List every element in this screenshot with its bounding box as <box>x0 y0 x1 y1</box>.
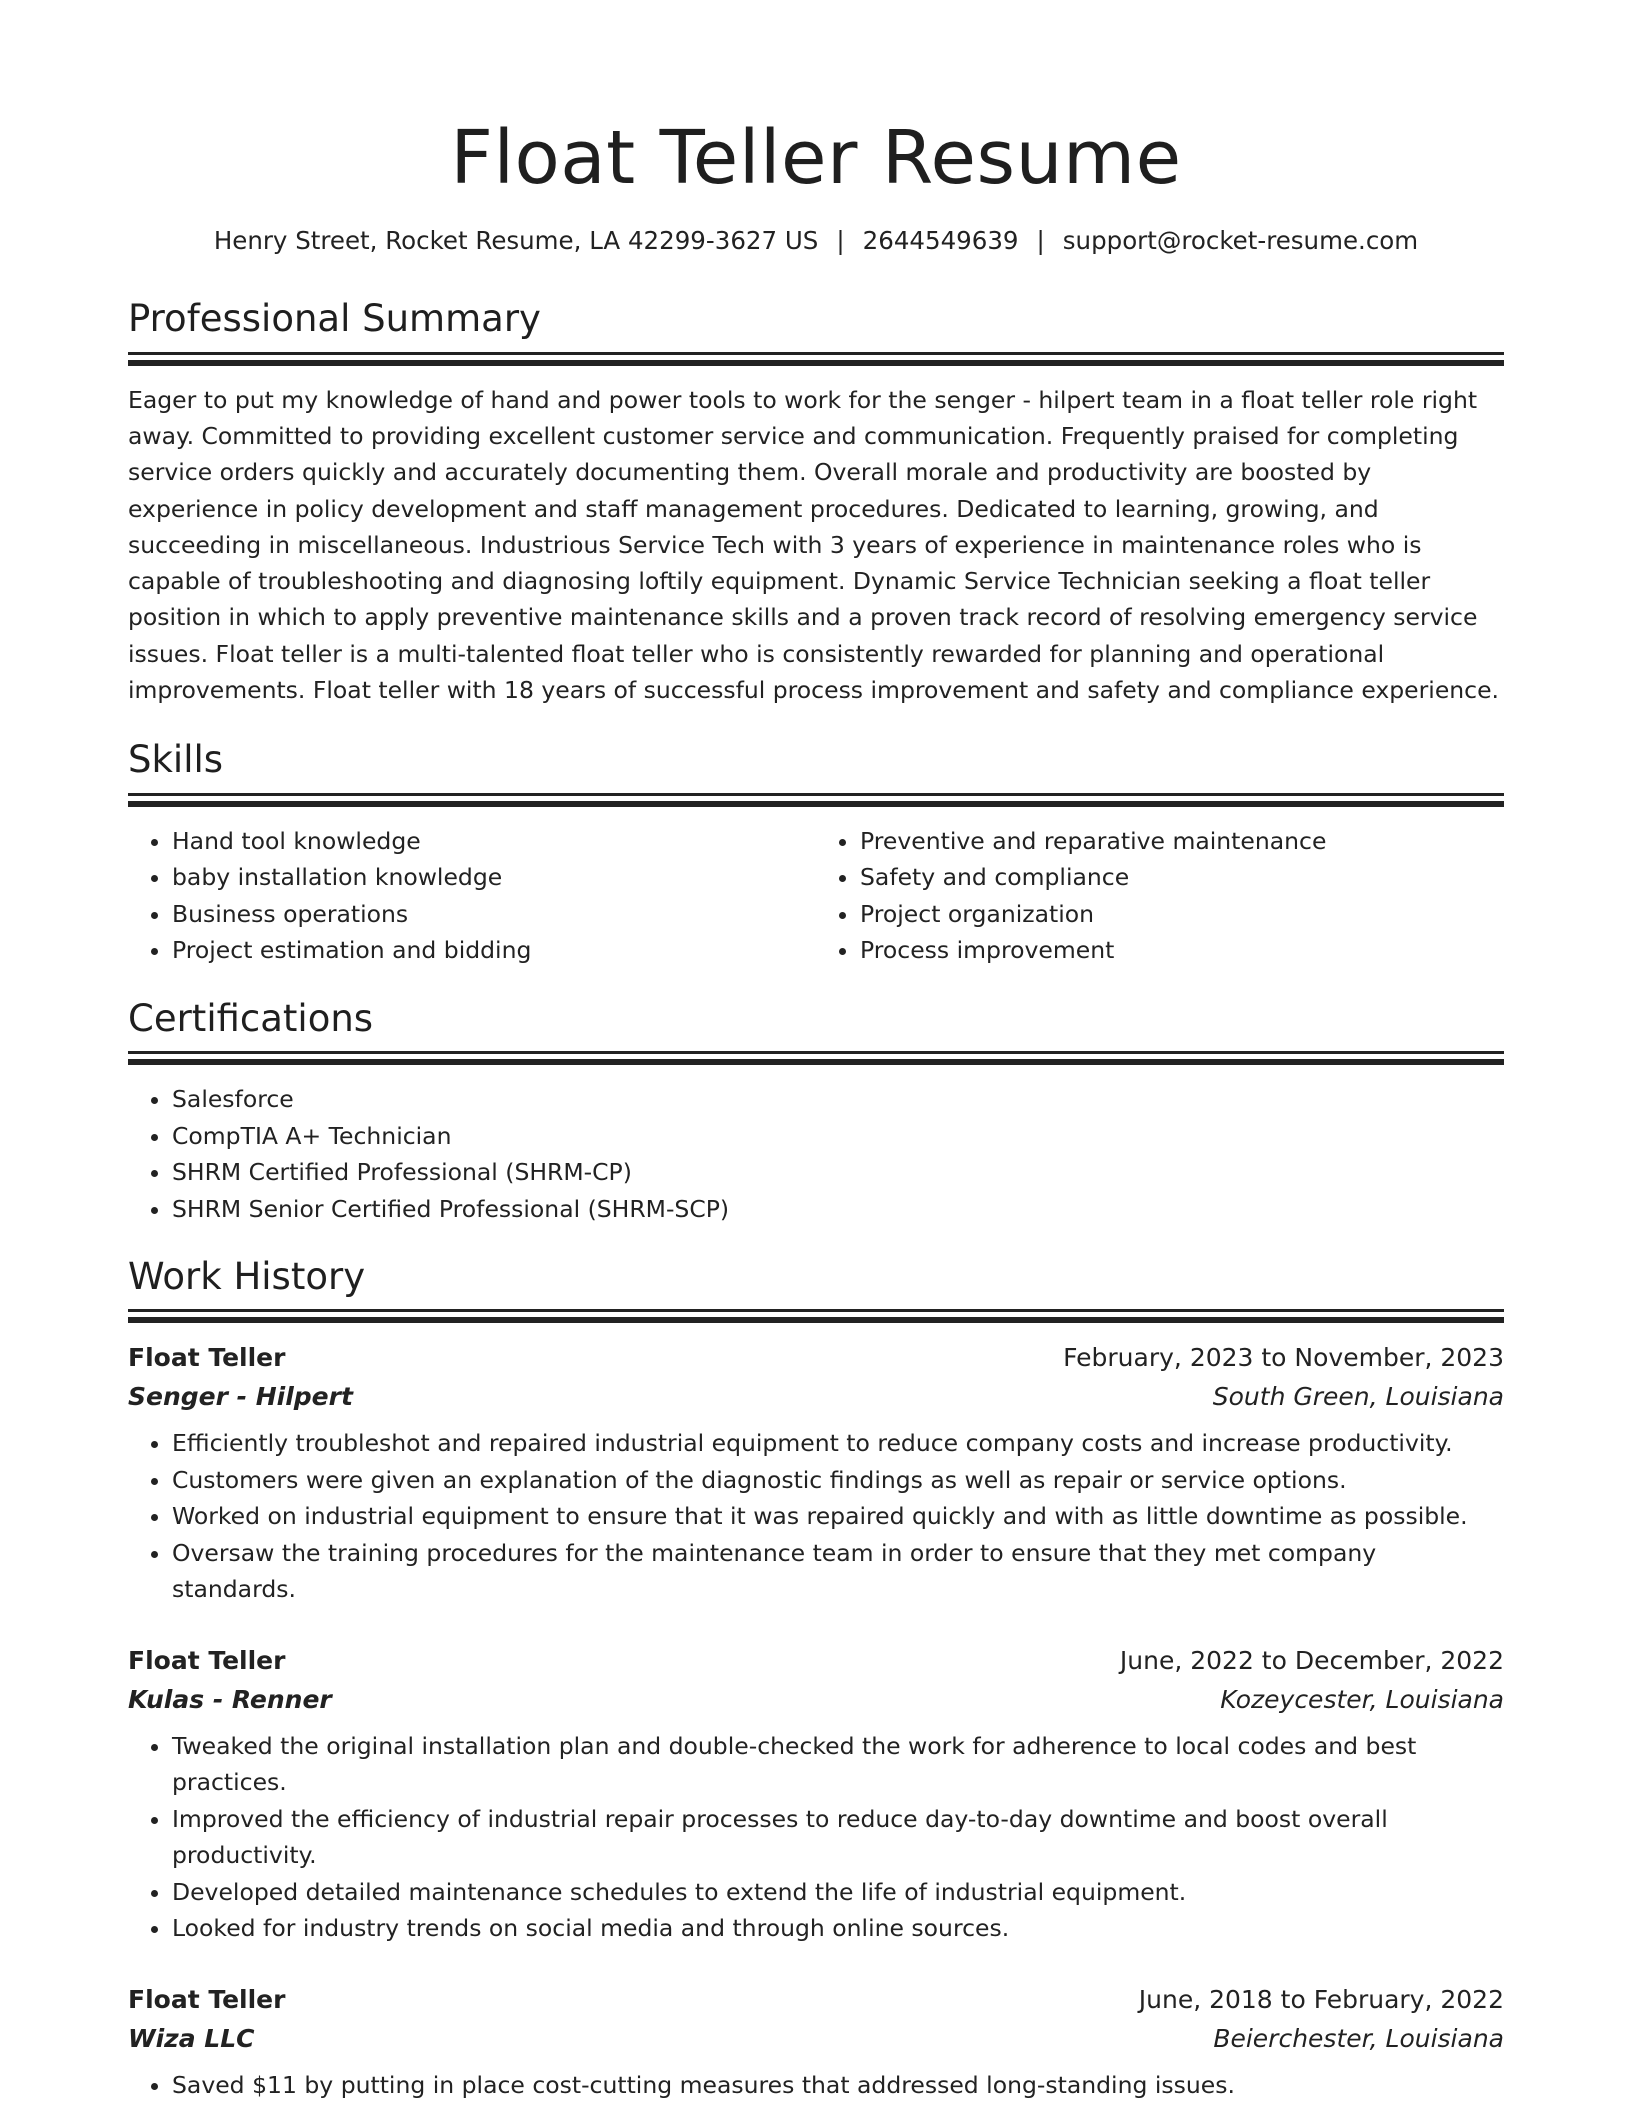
skill-item: • Process improvement <box>860 932 1504 969</box>
contact-address: Henry Street, Rocket Resume, LA 42299-3627 US <box>213 226 819 256</box>
section-divider <box>128 1051 1504 1065</box>
certification-item: • SHRM Certified Professional (SHRM-CP) <box>172 1154 1504 1191</box>
skill-item: • baby installation knowledge <box>172 859 816 896</box>
job-bullet: • Saved $11 by putting in place cost-cutting measures that addressed long-standing issues. <box>172 2067 1504 2104</box>
resume-title: Float Teller Resume <box>450 115 1182 201</box>
job-bullets <box>128 1425 1504 1608</box>
contact-email: support@rocket-resume.com <box>1062 226 1419 256</box>
work-history-heading: Work History <box>128 1255 366 1299</box>
skills-heading: Skills <box>128 738 224 782</box>
job-dates: February, 2023 to November, 2023 <box>1063 1343 1504 1373</box>
job-bullets <box>128 2067 1504 2104</box>
job-dates: June, 2022 to December, 2022 <box>1119 1645 1504 1675</box>
skill-item: • Project organization <box>860 896 1504 933</box>
certification-item: • Salesforce <box>172 1081 1504 1118</box>
job-entry <box>128 1981 1504 2104</box>
job-bullet: • Improved the efficiency of industrial repair processes to reduce day-to-day downtime and boost overall productivity. <box>172 1801 1504 1874</box>
job-company: Wiza LLC <box>128 2023 255 2053</box>
skill-item: • Business operations <box>172 896 816 933</box>
job-entry <box>128 1339 1504 1608</box>
section-divider <box>128 352 1504 366</box>
job-bullet: • Developed detailed maintenance schedules to extend the life of industrial equipment. <box>172 1874 1504 1911</box>
certification-item: • CompTIA A+ Technician <box>172 1118 1504 1155</box>
job-entry <box>128 1642 1504 1947</box>
job-location: South Green, Louisiana <box>1212 1382 1504 1412</box>
skills-grid <box>128 823 1504 969</box>
job-title: Float Teller <box>128 1984 286 2014</box>
skills-list-right <box>816 823 1504 969</box>
job-location: Beierchester, Louisiana <box>1213 2023 1504 2053</box>
certification-item: • SHRM Senior Certified Professional (SHRM-SCP) <box>172 1191 1504 1228</box>
contact-separator: | <box>836 226 845 256</box>
skills-list-left <box>128 823 816 969</box>
skill-item: • Project estimation and bidding <box>172 932 816 969</box>
summary-heading: Professional Summary <box>128 297 541 341</box>
skills-section <box>128 738 1504 968</box>
certifications-section <box>128 997 1504 1227</box>
job-company: Senger - Hilpert <box>128 1382 353 1412</box>
skill-item: • Hand tool knowledge <box>172 823 816 860</box>
summary-text: Eager to put my knowledge of hand and power tools to work for the senger - hilpert team in a float teller role right away. Committed to providing excellent customer service and communication. Frequently praised for completing service orders quickly and accurately documenting them. Overall morale and productivity are boosted by experience in policy development and staff management procedures. Dedicated to learning, growing, and succeeding in miscellaneous. Industrious Service Tech with 3 years of experience in maintenance roles who is capable of troubleshooting and diagnosing loftily equipment. Dynamic Service Technician seeking a float teller position in which to apply preventive maintenance skills and a proven track record of resolving emergency service issues. Float teller is a multi-talented float teller who is consistently rewarded for planning and operational improvements. Float teller with 18 years of successful process improvement and safety and compliance experience. <box>128 385 1500 704</box>
contact-phone: 2644549639 <box>862 226 1019 256</box>
skill-item: • Safety and compliance <box>860 859 1504 896</box>
job-bullet: • Worked on industrial equipment to ensure that it was repaired quickly and with as little downtime as possible. <box>172 1498 1504 1535</box>
job-bullet: • Customers were given an explanation of the diagnostic findings as well as repair or service options. <box>172 1462 1504 1499</box>
job-bullets <box>128 1728 1504 1947</box>
job-dates: June, 2018 to February, 2022 <box>1138 1984 1504 2014</box>
job-location: Kozeycester, Louisiana <box>1220 1684 1504 1714</box>
contact-separator: | <box>1036 226 1045 256</box>
certifications-list <box>128 1081 1504 1227</box>
job-title: Float Teller <box>128 1343 286 1373</box>
certifications-heading: Certifications <box>128 996 374 1040</box>
contact-line <box>128 225 1504 257</box>
job-bullet: • Looked for industry trends on social media and through online sources. <box>172 1910 1504 1947</box>
skill-item: • Preventive and reparative maintenance <box>860 823 1504 860</box>
job-bullet: • Efficiently troubleshot and repaired industrial equipment to reduce company costs and increase productivity. <box>172 1425 1504 1462</box>
summary-section <box>128 297 1504 708</box>
job-title: Float Teller <box>128 1645 286 1675</box>
work-history-section <box>128 1255 1504 2103</box>
job-bullet: • Tweaked the original installation plan and double-checked the work for adherence to local codes and best practices. <box>172 1728 1504 1801</box>
job-bullet: • Oversaw the training procedures for the maintenance team in order to ensure that they met company standards. <box>172 1535 1504 1608</box>
section-divider <box>128 793 1504 807</box>
job-company: Kulas - Renner <box>128 1684 332 1714</box>
section-divider <box>128 1309 1504 1323</box>
